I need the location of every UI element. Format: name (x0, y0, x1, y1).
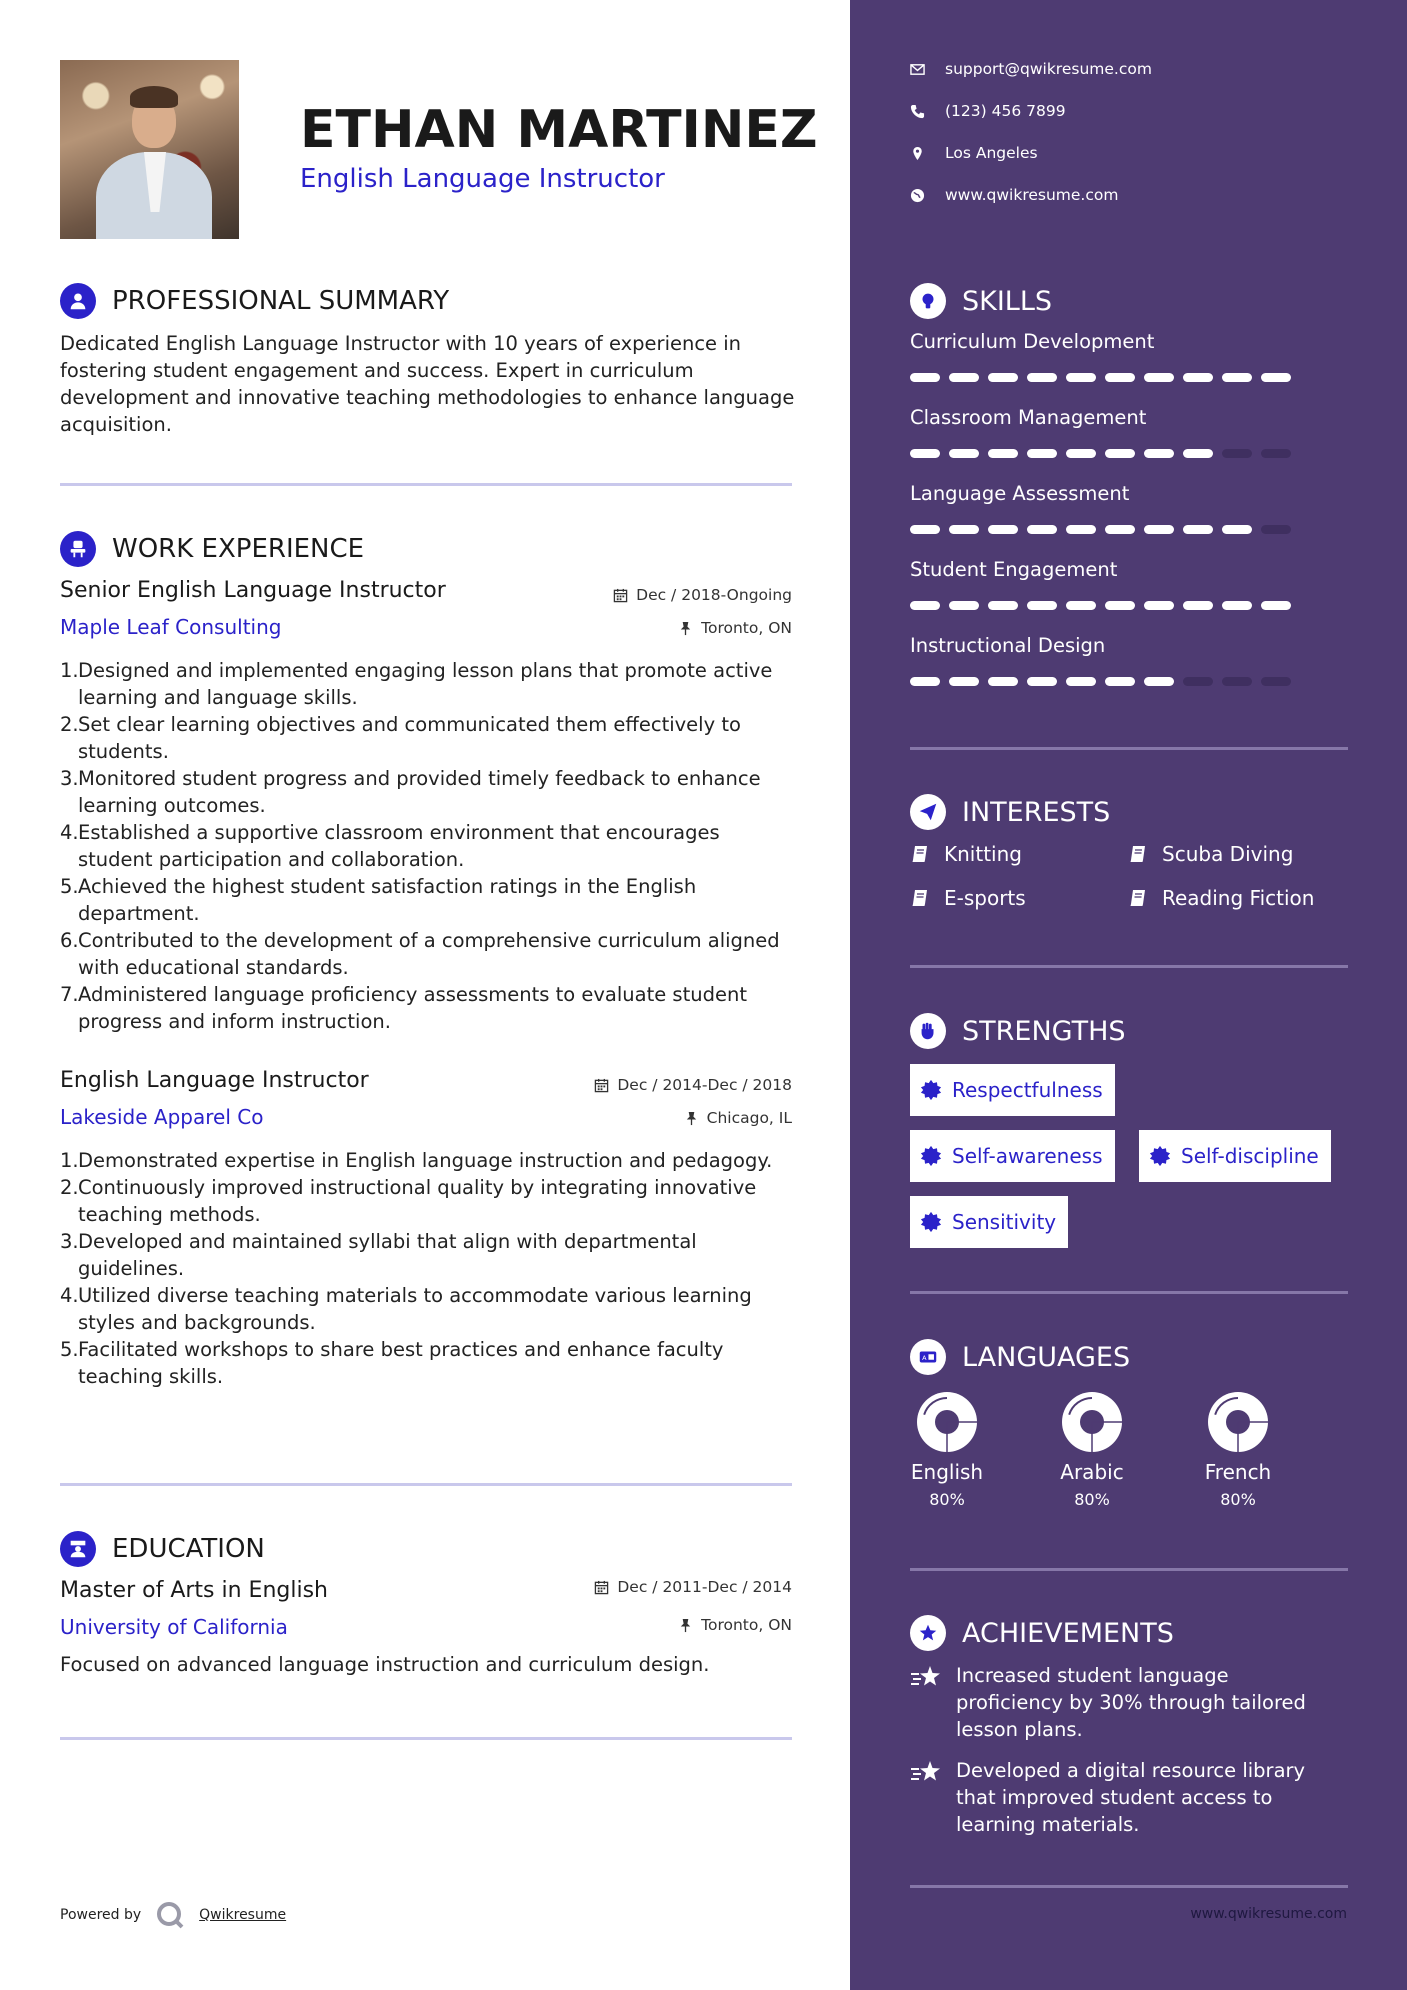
skill-level-segment (910, 677, 940, 686)
star-icon (910, 1664, 942, 1692)
contact-website[interactable] (910, 186, 1118, 204)
sidebar (850, 0, 1407, 1990)
skill-level-segment (1105, 677, 1135, 686)
education-location-text: Toronto, ON (701, 1616, 792, 1634)
interest-item: Scuba Diving (1128, 842, 1293, 866)
candidate-name: ETHAN MARTINEZ (300, 100, 818, 160)
skill-level-segment (949, 677, 979, 686)
footer-url[interactable]: www.qwikresume.com (1190, 1906, 1347, 1922)
skill-name: Student Engagement (910, 558, 1118, 581)
skill-level-segment (1261, 677, 1291, 686)
calendar-icon (594, 1580, 609, 1595)
skill-level-segment (988, 449, 1018, 458)
skill-level-segment (1144, 601, 1174, 610)
skill-level-segment (1027, 373, 1057, 382)
calendar-icon (613, 588, 628, 603)
skill-level-segment (1183, 525, 1213, 534)
skill-level-segment (949, 525, 979, 534)
skill-level-segment (949, 601, 979, 610)
skill-level-segment (1066, 601, 1096, 610)
badge-icon (920, 1211, 942, 1233)
list-item: 3. Developed and maintained syllabi that align with departmental guidelines. (60, 1230, 697, 1280)
job-company: Lakeside Apparel Co (60, 1105, 264, 1129)
job-date-text: Dec / 2018-Ongoing (636, 586, 792, 604)
skill-level-segment (988, 373, 1018, 382)
summary-text: Dedicated English Language Instructor with 10 years of experience in fostering student engagement and success. Expert in curriculum development and innovative teaching methodologies to enhance language acquisition. (60, 332, 795, 436)
powered-by-text: Powered by (60, 1907, 142, 1923)
briefcase-icon (60, 531, 96, 567)
languages-heading (910, 1339, 1130, 1375)
graduation-icon (60, 1531, 96, 1567)
job-duties-list (60, 657, 800, 1035)
interest-item: Reading Fiction (1128, 886, 1314, 910)
skill-level-segment (1183, 373, 1213, 382)
skill-level-segment (1105, 601, 1135, 610)
badge-icon (920, 1145, 942, 1167)
achievement-item: Developed a digital resource library that improved student access to learning materials. (910, 1757, 1330, 1838)
pin-icon (678, 1618, 693, 1633)
job-location (684, 1109, 792, 1127)
book-icon (1128, 844, 1148, 864)
divider (60, 1737, 792, 1740)
job-date (594, 1076, 792, 1094)
skill-level-segment (1261, 449, 1291, 458)
strengths-title: STRENGTHS (962, 1015, 1126, 1047)
language-percent: 80% (929, 1490, 965, 1509)
skill-level-segment (1027, 601, 1057, 610)
list-item: 7. Administered language proficiency assessments to evaluate student progress and inform instruction. (60, 983, 747, 1033)
divider (910, 747, 1348, 750)
job-title: Senior English Language Instructor (60, 578, 446, 603)
language-item (1183, 1390, 1293, 1509)
list-item: 5. Achieved the highest student satisfaction ratings in the English department. (60, 875, 697, 925)
job-date-text: Dec / 2014-Dec / 2018 (617, 1076, 792, 1094)
interest-item: E-sports (910, 886, 1026, 910)
contact-phone[interactable] (910, 102, 1066, 120)
badge-icon (1149, 1145, 1171, 1167)
badge-icon (920, 1079, 942, 1101)
fist-icon (910, 1013, 946, 1049)
language-percent: 80% (1074, 1490, 1110, 1509)
language-ring-icon (1206, 1390, 1270, 1454)
skill-level-segment (1144, 449, 1174, 458)
strength-chip: Sensitivity (910, 1196, 1068, 1248)
skill-level-segment (1105, 373, 1135, 382)
skill-level-segment (988, 525, 1018, 534)
list-item: 4. Utilized diverse teaching materials to accommodate various learning styles and backgrounds. (60, 1284, 752, 1334)
skill-level-segment (1183, 449, 1213, 458)
skill-name: Instructional Design (910, 634, 1106, 657)
brand-link[interactable]: Qwikresume (199, 1907, 287, 1923)
language-item (1037, 1390, 1147, 1509)
candidate-role: English Language Instructor (300, 164, 665, 194)
calendar-icon (594, 1078, 609, 1093)
skill-level-segment (1261, 525, 1291, 534)
job-location (678, 619, 792, 637)
list-item: 6. Contributed to the development of a comprehensive curriculum aligned with educational standards. (60, 929, 780, 979)
skill-level-segment (1222, 525, 1252, 534)
school: University of California (60, 1615, 288, 1639)
job-meta (560, 1076, 792, 1136)
skill-name: Classroom Management (910, 406, 1147, 429)
envelope-icon (910, 62, 925, 77)
experience-heading (60, 531, 364, 567)
book-icon (1128, 888, 1148, 908)
skill-level-bar (910, 677, 1291, 686)
skill-level-segment (1066, 677, 1096, 686)
star-icon (910, 1759, 942, 1787)
profile-photo (60, 60, 239, 239)
paper-plane-icon (910, 794, 946, 830)
skill-level-bar (910, 525, 1291, 534)
education-description: Focused on advanced language instruction and curriculum design. (60, 1653, 710, 1676)
skill-level-segment (1066, 525, 1096, 534)
language-percent: 80% (1220, 1490, 1256, 1509)
divider (910, 1568, 1348, 1571)
globe-icon (910, 188, 925, 203)
email-text: support@qwikresume.com (945, 60, 1152, 78)
book-icon (910, 888, 930, 908)
education-location (678, 1616, 792, 1634)
skill-level-segment (1144, 525, 1174, 534)
degree: Master of Arts in English (60, 1578, 328, 1603)
skill-level-segment (1222, 677, 1252, 686)
skill-level-segment (1261, 373, 1291, 382)
skill-level-segment (1027, 677, 1057, 686)
skill-level-segment (1027, 449, 1057, 458)
languages-title: LANGUAGES (962, 1341, 1131, 1373)
medal-icon (910, 1615, 946, 1651)
achievements-title: ACHIEVEMENTS (962, 1617, 1174, 1649)
experience-title: WORK EXPERIENCE (112, 534, 365, 564)
language-item (892, 1390, 1002, 1509)
list-item: 1. Designed and implemented engaging lesson plans that promote active learning and language skills. (60, 659, 773, 709)
job-date (613, 586, 792, 604)
location-text: Los Angeles (945, 144, 1038, 162)
education-meta (560, 1578, 792, 1638)
education-title: EDUCATION (112, 1534, 265, 1564)
list-item: 2. Set clear learning objectives and communicated them effectively to students. (60, 713, 741, 763)
skill-level-segment (910, 601, 940, 610)
skill-level-segment (1144, 373, 1174, 382)
phone-text: (123) 456 7899 (945, 102, 1066, 120)
skill-name: Language Assessment (910, 482, 1130, 505)
skill-level-segment (1261, 601, 1291, 610)
job-location-text: Toronto, ON (701, 619, 792, 637)
education-date-text: Dec / 2011-Dec / 2014 (617, 1578, 792, 1596)
skill-level-segment (1027, 525, 1057, 534)
summary-title: PROFESSIONAL SUMMARY (112, 286, 450, 316)
summary-heading (60, 283, 449, 319)
skill-level-segment (1066, 373, 1096, 382)
strength-chip: Self-awareness (910, 1130, 1115, 1182)
skill-level-segment (988, 601, 1018, 610)
skill-level-bar (910, 601, 1291, 610)
skill-level-segment (949, 373, 979, 382)
qwikresume-logo-icon (155, 1900, 185, 1930)
pin-icon (678, 621, 693, 636)
strength-chip: Respectfulness (910, 1064, 1115, 1116)
footer (60, 1900, 286, 1930)
interest-item: Knitting (910, 842, 1022, 866)
strength-chip: Self-discipline (1139, 1130, 1331, 1182)
divider (60, 1483, 792, 1486)
lightbulb-icon (910, 283, 946, 319)
map-pin-icon (910, 146, 925, 161)
job-location-text: Chicago, IL (706, 1109, 792, 1127)
skill-level-segment (1222, 449, 1252, 458)
skill-level-segment (988, 677, 1018, 686)
language-name: French (1204, 1460, 1272, 1484)
svg-text:A: A (922, 1354, 927, 1363)
divider (910, 1885, 1348, 1888)
job-duties-list (60, 1147, 800, 1390)
website-text: www.qwikresume.com (945, 186, 1119, 204)
strengths-heading (910, 1013, 1126, 1049)
skills-heading (910, 283, 1052, 319)
language-name: English (910, 1460, 984, 1484)
list-item: 4. Established a supportive classroom environment that encourages student participation and collaboration. (60, 821, 720, 871)
skill-level-segment (1105, 525, 1135, 534)
translate-icon (910, 1339, 946, 1375)
list-item: 3. Monitored student progress and provided timely feedback to enhance learning outcomes. (60, 767, 761, 817)
language-ring-icon (1060, 1390, 1124, 1454)
list-item: 2. Continuously improved instructional quality by integrating innovative teaching methods. (60, 1176, 757, 1226)
job-title: English Language Instructor (60, 1068, 369, 1093)
education-date (594, 1578, 792, 1596)
contact-location (910, 144, 1038, 162)
achievement-item: Increased student language proficiency by 30% through tailored lesson plans. (910, 1662, 1330, 1743)
job-meta (560, 586, 792, 646)
skills-title: SKILLS (962, 285, 1053, 317)
list-item: 5. Facilitated workshops to share best practices and enhance faculty teaching skills. (60, 1338, 724, 1388)
skill-level-bar (910, 373, 1291, 382)
pin-icon (684, 1111, 699, 1126)
interests-title: INTERESTS (962, 796, 1111, 828)
skill-level-segment (910, 449, 940, 458)
divider (910, 1291, 1348, 1294)
divider (910, 965, 1348, 968)
divider (60, 483, 792, 486)
phone-icon (910, 104, 925, 119)
skill-level-segment (1183, 677, 1213, 686)
skill-level-segment (910, 373, 940, 382)
skill-level-segment (1222, 373, 1252, 382)
language-ring-icon (915, 1390, 979, 1454)
language-name: Arabic (1060, 1460, 1124, 1484)
skill-level-segment (910, 525, 940, 534)
contact-email[interactable] (910, 60, 1152, 78)
skill-level-segment (1222, 601, 1252, 610)
achievements-heading (910, 1615, 1174, 1651)
skill-name: Curriculum Development (910, 330, 1155, 353)
skill-level-segment (949, 449, 979, 458)
list-item: 1. Demonstrated expertise in English language instruction and pedagogy. (60, 1149, 773, 1172)
interests-heading (910, 794, 1110, 830)
skill-level-segment (1144, 677, 1174, 686)
book-icon (910, 844, 930, 864)
skill-level-bar (910, 449, 1291, 458)
skill-level-segment (1105, 449, 1135, 458)
skill-level-segment (1183, 601, 1213, 610)
user-icon (60, 283, 96, 319)
education-heading (60, 1531, 265, 1567)
skill-level-segment (1066, 449, 1096, 458)
job-company: Maple Leaf Consulting (60, 615, 282, 639)
